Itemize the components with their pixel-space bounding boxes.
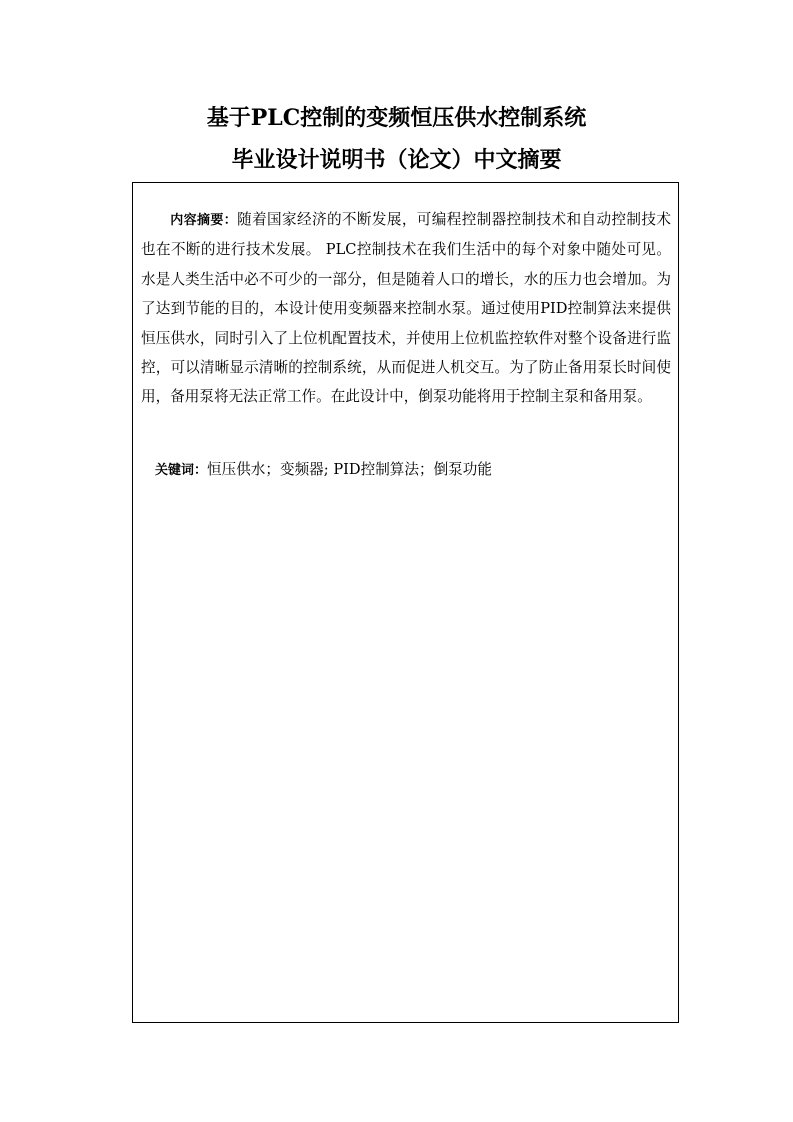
abstract-label: 内容摘要： [170,213,238,228]
abstract-text: 随着国家经济的不断发展，可编程控制器控制技术和自动控制技术也在不断的进行技术发展。 PLC控制技术在我们生活中的每个对象中随处可见。水是人类生活中必不可少的一部分，但是随着人口的增长，水的压力也会增加。为了达到节能的目的，本设计使用变频器来控制水泵。通过使用PID控制算法来提供恒压供水，同时引入了上位机配置技术，并使用上位机监控软件对整个设备进行监控，可以清晰显示清晰的控制系统，从而促进人机交互。为了防止备用泵长时间使用，备用泵将无法正常工作。在此设计中，倒泵功能将用于控制主泵和备用泵。 [141,211,671,406]
abstract-box [132,182,679,1023]
keywords-label: 关键词： [155,463,208,478]
keywords-text: 恒压供水；变频器; PID控制算法；倒泵功能 [207,461,492,478]
document-subtitle: 毕业设计说明书（论文）中文摘要 [231,147,562,173]
keywords-line [155,455,671,485]
document-title: 基于PLC控制的变频恒压供水控制系统 [206,105,587,131]
abstract-paragraph [141,205,671,412]
